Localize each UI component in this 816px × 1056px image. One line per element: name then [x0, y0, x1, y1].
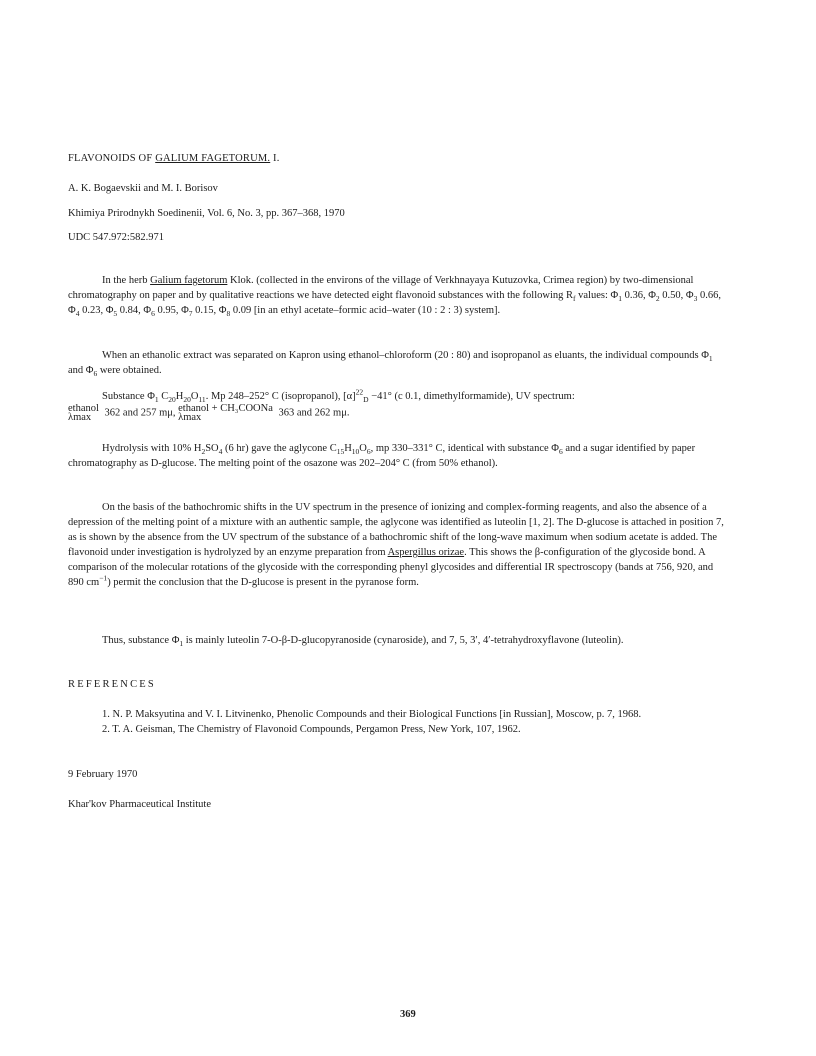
page-number: 369 [400, 1009, 416, 1020]
authors: A. K. Bogaevskii and M. I. Borisov [68, 183, 218, 194]
species-name: Galium fagetorum [150, 275, 228, 286]
journal-citation: Khimiya Prirodnykh Soedinenii, Vol. 6, No. 3, pp. 367–368, 1970 [68, 208, 345, 219]
paragraph-1: In the herb Galium fagetorum Klok. (collected in the environs of the village of Verkhnayaya Kutuzovka, Crimea region) by two-dimensional chromatography on paper and by qualitative reactions we have detected eight flavonoid substances with the following $R_f$ values: $\Phi_1$ 0.36, $\Phi_2$ 0.50, $\Phi_3$ 0.66, $\Phi_4$ 0.23, $\Phi_5$ 0.84, $\Phi_6$ 0.95, $\Phi_7$ 0.15, $\Phi_8$ 0.09 [in an ethyl acetate–formic acid–water (10 : 2 : 3) system]. [68, 275, 721, 319]
paragraph-2: When an ethanolic extract was separated on Kapron using ethanol–chloroform (20 : 80) and isopropanol as eluants, the individual compounds $\Phi_1$ and $\Phi_6$ were obtained. [68, 350, 713, 379]
paragraph-3: Substance $\Phi_1$ $C_{20}H_{20}O_{11}$. Mp 248–252° C (isopropanol), $[\alpha]^{22}_D -41^\circ$ (c 0.1, dimethylformamide), UV spectrum: ethanol λmax 362 and 257 mμ, ethanol + CH₃COONa λmax 363 and 262 mμ. [68, 387, 575, 423]
reference-item: 1. N. P. Maksyutina and V. I. Litvinenko, Phenolic Compounds and their Biological Functions [in Russian], Moscow, p. 7, 1968. [102, 709, 642, 720]
references-heading: REFERENCES [68, 679, 156, 690]
udc-code: UDC 547.972:582.971 [68, 232, 164, 243]
title-prefix: FLAVONOIDS OF [68, 153, 156, 164]
reference-item: 2. T. A. Geisman, The Chemistry of Flavonoid Compounds, Pergamon Press, New York, 107, 1962. [102, 724, 521, 735]
species-name-aspergillus: Aspergillus orizae [387, 547, 465, 558]
title-species: GALIUM FAGETORUM. [155, 153, 271, 164]
lambda-max-acetate: ethanol + CH₃COONa λmax [178, 403, 273, 423]
lambda-max-ethanol: ethanol λmax [68, 403, 99, 423]
article-title [68, 151, 280, 166]
paragraph-4: Hydrolysis with 10% $H_2SO_4$ (6 hr) gave the aglycone $C_{15}H_{10}O_6$, mp 330–331° C, identical with substance $\Phi_6$ and a sugar identified by paper chromatography as D-glucose. The melting point of the osazone was 202–204° C (from 50% ethanol). [68, 443, 696, 469]
paragraph-5: On the basis of the bathochromic shifts in the UV spectrum in the presence of ionizing and complex-forming reagents, and also the absence of a depression of the melting point of a mixture with an authentic sample, the aglycone was identified as luteolin [1, 2]. The D-glucose is attached in position 7, as is shown by the absence from the UV spectrum of the substance of a bathochromic shift of the long-wave maximum when sodium acetate is added. The flavonoid under investigation is hydrolyzed by an enzyme preparation from Aspergillus orizae. This shows the β-configuration of the glycoside bond. A comparison of the molecular rotations of the glycoside with the corresponding phenyl glycosides and differential IR spectroscopy (bands at 756, 920, and 890 $cm^{-1}$) permit the conclusion that the D-glucose is present in the pyranose form. [68, 502, 724, 588]
paragraph-6: Thus, substance $\Phi_1$ is mainly luteolin 7-O-β-D-glucopyranoside (cynaroside), and 7, 5, 3′, 4′-tetrahydroxyflavone (luteolin). [102, 635, 624, 649]
institute: Khar'kov Pharmaceutical Institute [68, 799, 212, 810]
references-list [68, 707, 728, 737]
received-date: 9 February 1970 [68, 769, 138, 780]
title-suffix: I. [270, 153, 280, 164]
